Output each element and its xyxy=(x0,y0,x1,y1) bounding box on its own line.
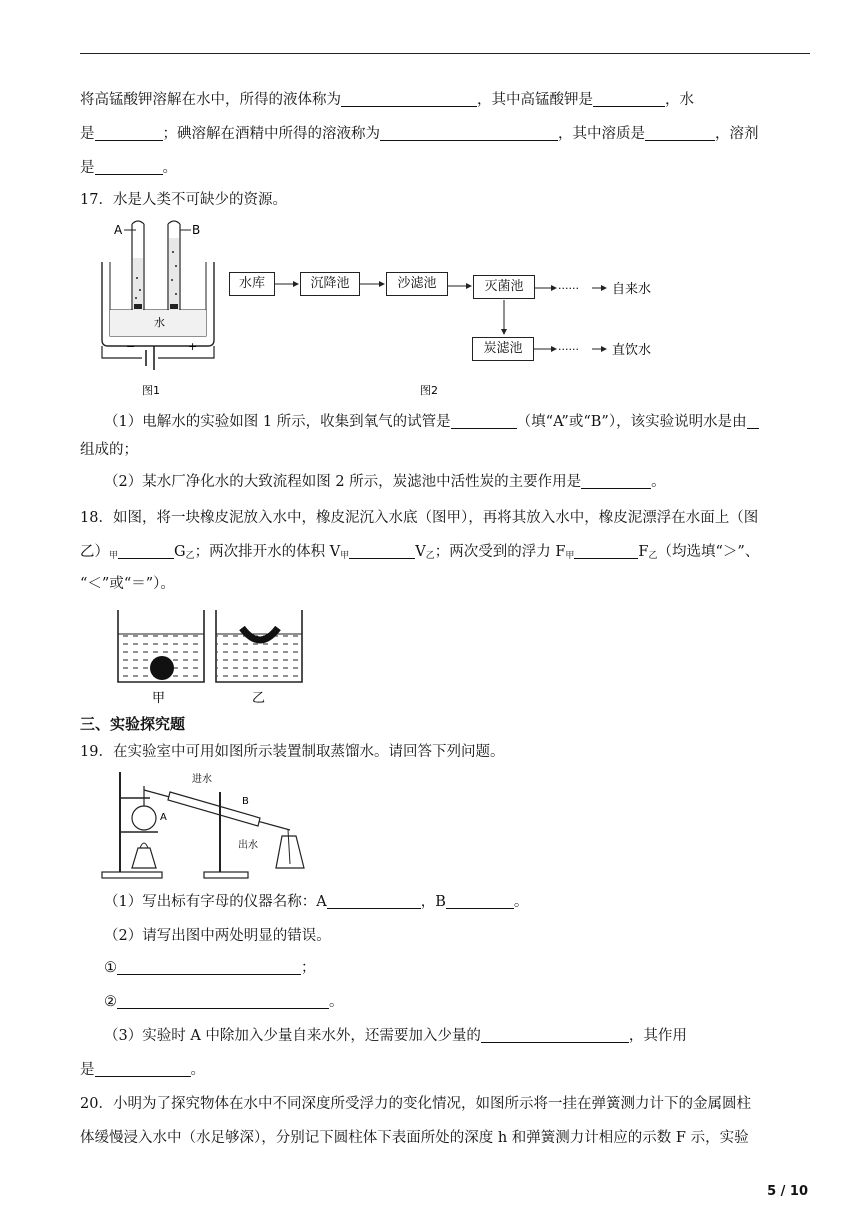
q17-title: 17．水是人类不可缺少的资源。 xyxy=(80,192,287,208)
q19-part-2: （2）请写出图中两处明显的错误。 xyxy=(104,928,331,944)
plasticine-figure xyxy=(112,608,312,708)
answer-blank[interactable] xyxy=(349,543,415,559)
section-3-heading: 三、实验探究题 xyxy=(80,715,186,733)
water-in-label: 进水 xyxy=(192,774,212,785)
q18-line-2: 乙）$_甲$ $G_乙$；两次排开水的体积 $V_甲$ $V_乙$；两次受到的浮力 $F_甲$ $F_乙$（均选填“＞”、 xyxy=(80,544,760,561)
negative-terminal: − xyxy=(126,340,136,353)
answer-blank[interactable] xyxy=(747,413,759,429)
answer-blank[interactable] xyxy=(451,413,517,429)
q16-line-2: 是 ；碘溶解在酒精中所得的溶液称为 ，其中溶质是 ，溶剂 xyxy=(80,126,759,142)
answer-blank[interactable] xyxy=(593,91,665,107)
header-rule xyxy=(80,53,810,54)
figure-yi-label: 乙 xyxy=(252,691,266,706)
label-b: B xyxy=(192,223,201,237)
answer-blank[interactable] xyxy=(95,159,163,175)
flow-box-sedimentation: 沉降池 xyxy=(300,272,360,296)
q18-line-1: 18．如图，将一块橡皮泥放入水中，橡皮泥沉入水底（图甲），再将其放入水中，橡皮泥漂浮在水面上（图 xyxy=(80,510,759,526)
q19-error-2: ② 。 xyxy=(104,994,344,1010)
q16-line-1: 将高锰酸钾溶解在水中，所得的液体称为 ，其中高锰酸钾是 ，水 xyxy=(80,92,694,108)
q17-part-2: （2）某水厂净化水的大致流程如图 2 所示，炭滤池中活性炭的主要作用是 。 xyxy=(104,474,666,490)
answer-blank[interactable] xyxy=(117,959,301,975)
distillation-figure xyxy=(100,768,310,884)
page-number: 5 / 10 xyxy=(767,1184,808,1199)
flow-box-carbon-filter: 炭滤池 xyxy=(472,337,534,361)
tap-water-label: 自来水 xyxy=(612,282,652,297)
flow-box-sand-filter: 沙滤池 xyxy=(386,272,448,296)
flow-box-reservoir: 水库 xyxy=(229,272,275,296)
answer-blank[interactable] xyxy=(327,893,421,909)
label-b: B xyxy=(242,796,249,807)
answer-blank[interactable] xyxy=(95,1061,191,1077)
answer-blank[interactable] xyxy=(645,125,715,141)
q19-part-3: （3）实验时 A 中除加入少量自来水外，还需要加入少量的 ，其作用 xyxy=(104,1028,687,1044)
q20-line-1: 20．小明为了探究物体在水中不同深度所受浮力的变化情况，如图所示将一挂在弹簧测力计下的金属圆柱 xyxy=(80,1096,751,1112)
answer-blank[interactable] xyxy=(117,993,329,1009)
q20-line-2: 体缓慢浸入水中（水足够深），分别记下圆柱体下表面所处的深度 h 和弹簧测力计相应的示数 F 示，实验 xyxy=(80,1130,749,1146)
q17-part-1: （1）电解水的实验如图 1 所示，收集到氧气的试管是 （填“A”或“B”），该实验说明水是由 xyxy=(104,412,759,432)
answer-blank[interactable] xyxy=(341,91,477,107)
drinking-water-label: 直饮水 xyxy=(612,343,652,358)
answer-blank[interactable] xyxy=(446,893,514,909)
flow-box-sterilization: 灭菌池 xyxy=(473,275,535,299)
q17-part-1-cont: 组成的； xyxy=(80,442,138,458)
q16-line-3: 是 。 xyxy=(80,160,177,176)
figure-jia-label: 甲 xyxy=(152,691,166,706)
water-out-label: 出水 xyxy=(238,840,258,851)
flow-dots: ······ xyxy=(558,343,579,356)
positive-terminal: + xyxy=(188,340,198,353)
label-a: A xyxy=(160,812,167,823)
answer-blank[interactable] xyxy=(574,543,638,559)
q19-part-3-cont: 是 。 xyxy=(80,1062,205,1078)
flow-chart-arrows xyxy=(220,260,680,397)
water-label: 水 xyxy=(154,316,165,329)
q18-line-3: “＜”或“＝”）。 xyxy=(80,576,175,592)
answer-blank[interactable] xyxy=(380,125,558,141)
q19-error-1: ① ； xyxy=(104,960,316,976)
q19-title: 19．在实验室中可用如图所示装置制取蒸馏水。请回答下列问题。 xyxy=(80,744,505,760)
q19-part-1: （1）写出标有字母的仪器名称：A ，B 。 xyxy=(104,894,529,910)
answer-blank[interactable] xyxy=(118,543,174,559)
electrolysis-figure xyxy=(96,218,220,400)
answer-blank[interactable] xyxy=(481,1027,629,1043)
flow-dots: ······ xyxy=(558,282,579,295)
figure-1-caption: 图1 xyxy=(142,384,160,397)
answer-blank[interactable] xyxy=(581,473,651,489)
answer-blank[interactable] xyxy=(95,125,163,141)
label-a: A xyxy=(114,223,123,237)
figure-2-caption: 图2 xyxy=(420,384,438,397)
